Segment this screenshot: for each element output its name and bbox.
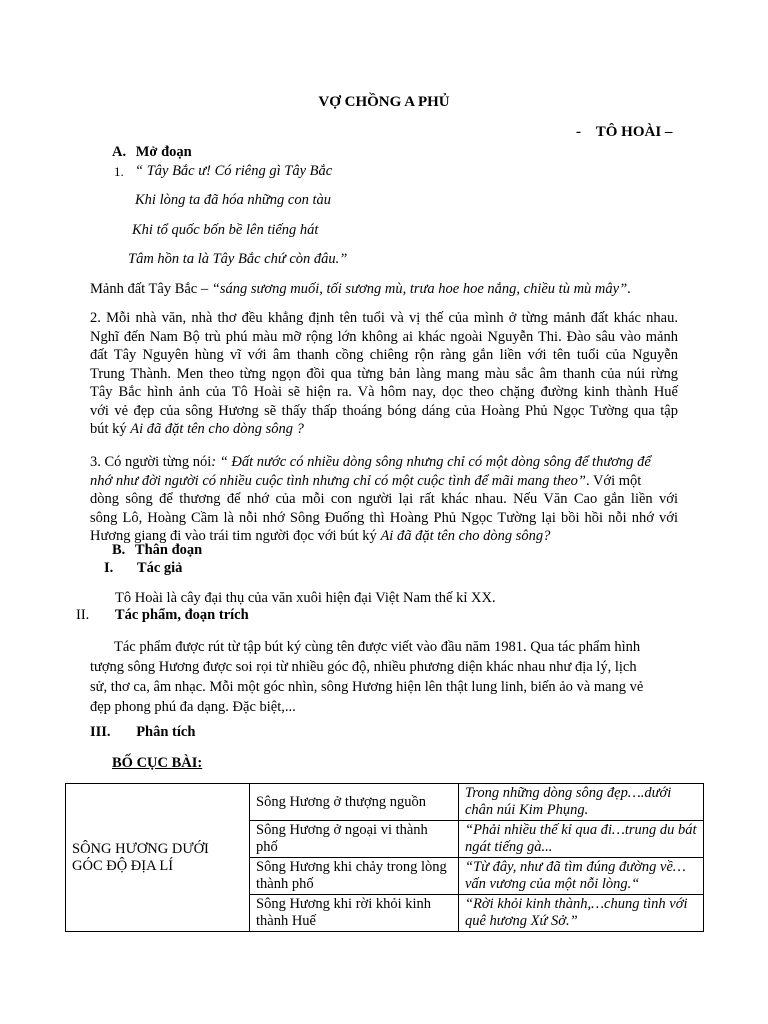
table-row [66, 784, 704, 821]
paragraph-2-line: Trung Thành. Men theo từng ngọn đồi qua từng bản làng mang màu sắc âm thanh của núi rừng [90, 365, 678, 382]
paragraph-3 [90, 453, 678, 546]
paragraph-3-line [90, 453, 678, 472]
quote-cell: “Từ đây, như đã tìm đúng đường về…vấn vương của một nỗi lòng.“ [459, 858, 704, 895]
section-iii-marker: III. [90, 724, 111, 740]
paragraph-3-line [90, 472, 678, 491]
paragraph-2-book-title: Ai đã đặt tên cho dòng sông ? [130, 421, 304, 437]
section-b-marker: B. [112, 542, 126, 558]
section-iii-heading [90, 724, 195, 741]
paragraph-3-quote-a: : “ Đất nước có nhiều dòng sông nhưng chỉ có một dòng sông để thương để [211, 454, 651, 470]
quote-cell: “Phải nhiều thế kỉ qua đi…trung du bát ngát tiếng gà... [459, 821, 704, 858]
section-a-marker: A. [112, 144, 127, 160]
poem-line-4: Tâm hồn ta là Tây Bắc chứ còn đâu.” [128, 251, 348, 267]
paragraph-2-line: đất Tây Nguyên hùng vĩ với âm thanh cồng chiêng rộn ràng gắn liền với tên tuổi của Nguyễn [90, 347, 678, 363]
paragraph-2-line: 2. Mỗi nhà văn, nhà thơ đều khẳng định tên tuổi và vị thế của mình ở từng mảnh đất khác nhau. [90, 310, 678, 326]
taybac-plain: Mảnh đất Tây Bắc – [90, 281, 212, 297]
taybac-paragraph [90, 281, 631, 298]
section-b-label: Thân đoạn [134, 542, 203, 558]
group-cell: SÔNG HƯƠNG DƯỚI GÓC ĐỘ ĐỊA LÍ [66, 784, 250, 932]
section-iii-label: Phân tích [136, 724, 196, 740]
taybac-end: . [627, 281, 631, 297]
paragraph-3-after-quote: . Với một [585, 472, 642, 489]
bocuc-heading: BỐ CỤC BÀI: [112, 755, 203, 771]
part-cell: Sông Hương khi rời khỏi kinh thành Huế [250, 895, 459, 932]
paragraph-2-line [90, 420, 678, 439]
tacpham-line: tượng sông Hương được soi rọi từ nhiều góc độ, nhiều phương diện khác nhau như địa lý, lịch [90, 659, 637, 675]
quote-cell: “Rời khỏi kinh thành,…chung tình với quê hương Xứ Sở.” [459, 895, 704, 932]
paragraph-3-quote-b: nhớ như đời người có nhiều cuộc tình nhưng chỉ có một cuộc tình để mãi mang theo” [90, 472, 586, 489]
paragraph-3-book-title: Ai đã đặt tên cho dòng sông? [380, 528, 551, 544]
quote-cell: Trong những dòng sông đẹp….dưới chân núi Kim Phụng. [459, 784, 704, 821]
poem-number: 1. [114, 164, 124, 179]
tacpham-line: sử, thơ ca, âm nhạc. Mỗi một góc nhìn, sông Hương hiện lên thật lung linh, biến ảo và mang vẻ [90, 679, 644, 695]
taybac-quote: “sáng sương muối, tối sương mù, trưa hoe hoe nắng, chiều tù mù mây” [211, 281, 628, 297]
section-i-heading [104, 560, 182, 577]
document-title: VỢ CHỒNG A PHỦ [318, 94, 450, 110]
part-cell: Sông Hương ở thượng nguồn [250, 784, 459, 821]
section-a-label: Mở đoạn [135, 144, 192, 160]
paragraph-2-line: Nghĩ đến Nam Bộ trù phú màu mỡ rộng lớn không ai khác ngoài Nguyễn Thi. Đào sâu vào mảnh [90, 328, 678, 345]
paragraph-3-intro: 3. Có người từng nói [90, 454, 212, 470]
poem-line-2: Khi lòng ta đã hóa những con tàu [135, 192, 332, 208]
paragraph-2-line: Tây Bắc hình ảnh của Tô Hoài sẽ hiện ra. Và hôm nay, dọc theo chặng đường kinh thành Huế [90, 384, 678, 400]
paragraph-2 [90, 309, 678, 439]
section-ii-heading [76, 607, 249, 624]
section-b-heading [112, 542, 202, 559]
section-a-heading [112, 144, 192, 161]
poem-line-3: Khi tổ quốc bốn bề lên tiếng hát [132, 222, 319, 238]
author-line: - TÔ HOÀI – [576, 124, 673, 140]
section-i-label: Tác giả [136, 560, 183, 576]
section-i-marker: I. [104, 560, 114, 576]
paragraph-3-line: sông Lô, Hoàng Cầm là nỗi nhớ Sông Đuống thì Hoàng Phủ Ngọc Tường lại bồi hồi nỗi nhớ với [90, 509, 678, 526]
paragraph-3-last-plain: Hương giang đi vào trái tim người đọc với bút ký [90, 528, 381, 544]
paragraph-2-line: với vẻ đẹp của sông Hương sẽ thấy thấp thoáng bóng dáng của Hoàng Phủ Ngọc Tường qua tập [90, 402, 678, 419]
section-ii-marker: II. [76, 607, 90, 623]
tacpham-line: Tác phẩm được rút từ tập bút ký cùng tên được viết vào đầu năm 1981. Qua tác phẩm hình [114, 639, 641, 655]
poem-line-1: “ Tây Bắc ư! Có riêng gì Tây Bắc [135, 163, 333, 179]
tacgia-text: Tô Hoài là cây đại thụ của văn xuôi hiện đại Việt Nam thế kỉ XX. [115, 590, 496, 606]
bocuc-table [65, 783, 704, 932]
paragraph-3-line: dòng sông để thương để nhớ của mỗi con người lại rất khác nhau. Nếu Văn Cao gắn liền với [90, 491, 678, 507]
section-ii-label: Tác phẩm, đoạn trích [114, 607, 249, 623]
tacpham-paragraph [90, 637, 662, 717]
part-cell: Sông Hương khi chảy trong lòng thành phố [250, 858, 459, 895]
part-cell: Sông Hương ở ngoại vi thành phố [250, 821, 459, 858]
tacpham-line: đẹp phong phú đa dạng. Đặc biệt,... [90, 699, 296, 715]
paragraph-2-last-plain: bút ký [90, 421, 131, 437]
